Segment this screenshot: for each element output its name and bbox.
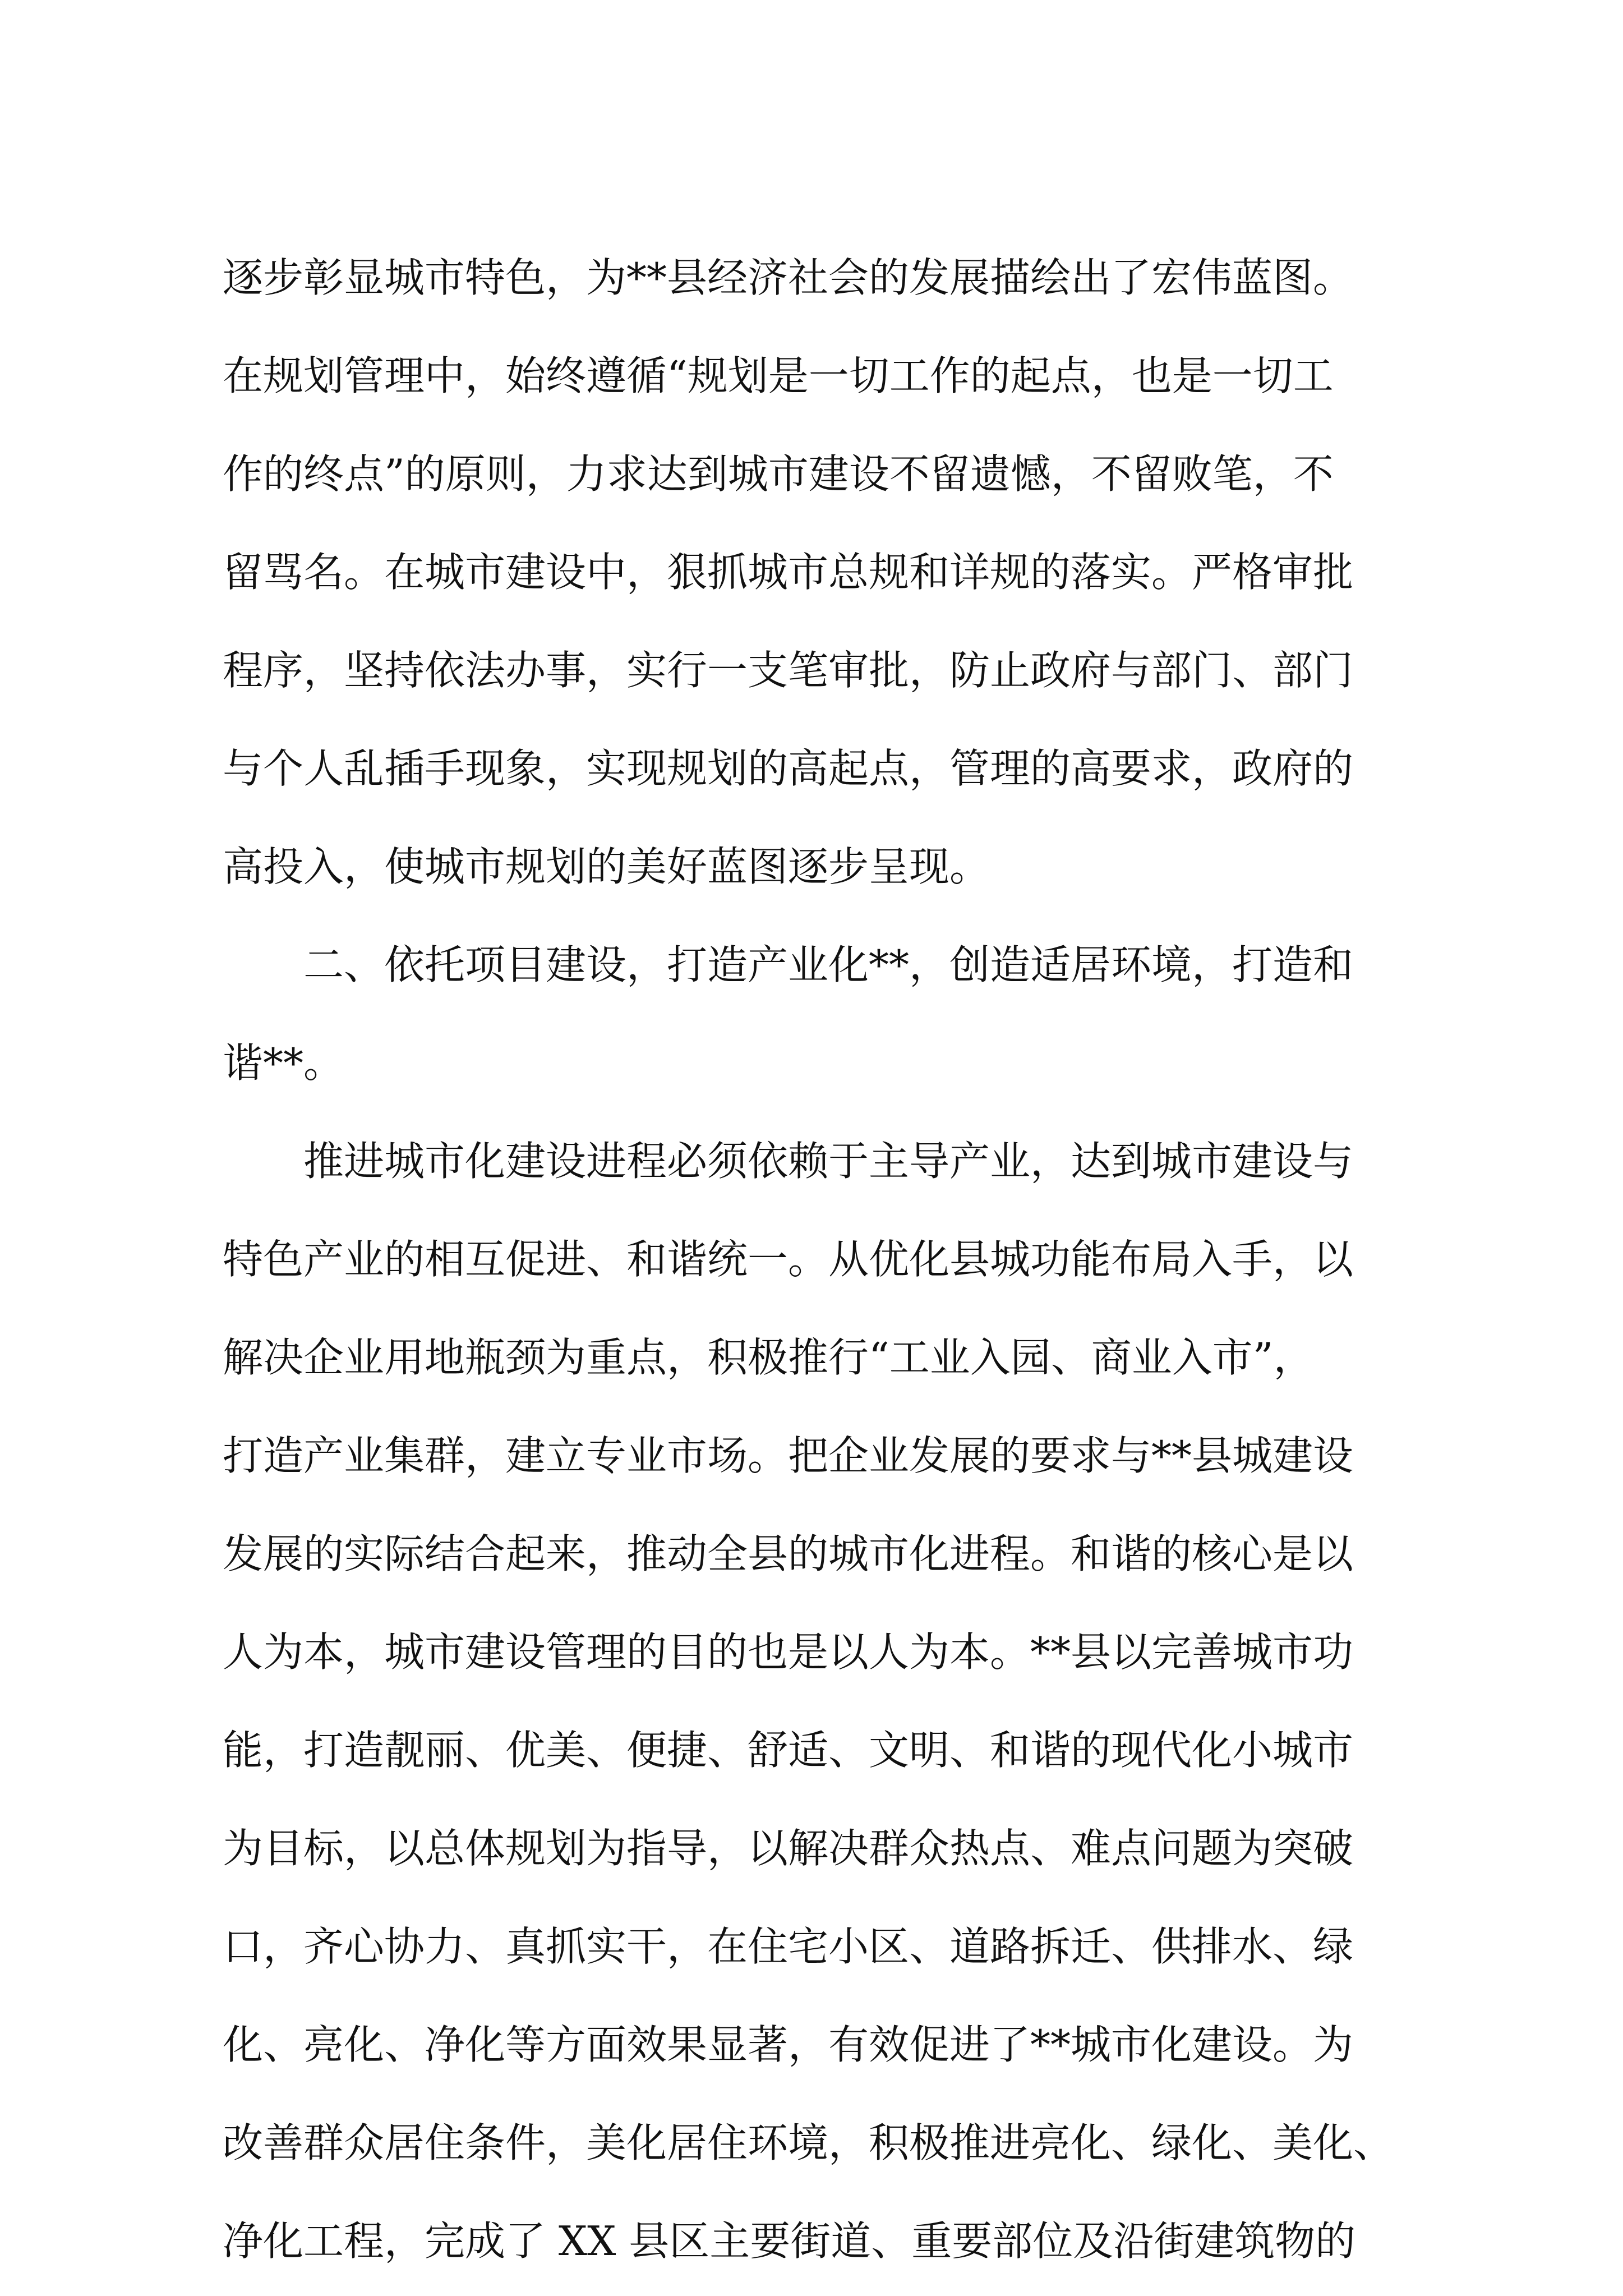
text-line: 改善群众居住条件，美化居住环境，积极推进亮化、绿化、美化、 (223, 2119, 1394, 2166)
text-line: 为目标，以总体规划为指导，以解决群众热点、难点问题为突破 (223, 1825, 1354, 1872)
text-line: 程序，坚持依法办事，实行一支笔审批，防止政府与部门、部门 (223, 647, 1354, 694)
text-line: 解决企业用地瓶颈为重点，积极推行“工业入园、商业入市”， (223, 1334, 1314, 1381)
text-line: 高投入，使城市规划的美好蓝图逐步呈现。 (223, 843, 990, 890)
text-line: 作的终点”的原则，力求达到城市建设不留遗憾，不留败笔，不 (223, 450, 1334, 498)
section-heading: 二、依托项目建设，打造产业化**，创造适居环境，打造和 (303, 941, 1354, 988)
text-line: 逐步彰显城市特色，为**县经济社会的发展描绘出了宏伟蓝图。 (223, 254, 1354, 301)
text-line: 化、亮化、净化等方面效果显著，有效促进了**城市化建设。为 (223, 2021, 1354, 2068)
text-line: 打造产业集群，建立专业市场。把企业发展的要求与**县城建设 (223, 1432, 1354, 1479)
text-line: 在规划管理中，始终遵循“规划是一切工作的起点，也是一切工 (223, 352, 1334, 399)
text-line: 发展的实际结合起来，推动全县的城市化进程。和谐的核心是以 (223, 1530, 1354, 1577)
text-line: 与个人乱插手现象，实现规划的高起点，管理的高要求，政府的 (223, 745, 1354, 792)
section-heading-continued: 谐**。 (223, 1039, 344, 1087)
text-line: 留骂名。在城市建设中，狠抓城市总规和详规的落实。严格审批 (223, 549, 1354, 596)
text-line: 能，打造靓丽、优美、便捷、舒适、文明、和谐的现代化小城市 (223, 1727, 1354, 1774)
text-line: 人为本，城市建设管理的目的也是以人为本。**县以完善城市功 (223, 1628, 1354, 1676)
text-line: 特色产业的相互促进、和谐统一。从优化县城功能布局入手，以 (223, 1236, 1354, 1283)
paragraph-first-line: 推进城市化建设进程必须依赖于主导产业，达到城市建设与 (303, 1138, 1354, 1185)
text-line: 净化工程，完成了 XX 县区主要街道、重要部位及沿街建筑物的 (223, 2217, 1356, 2265)
text-line: 口，齐心协力、真抓实干，在住宅小区、道路拆迁、供排水、绿 (223, 1923, 1354, 1970)
